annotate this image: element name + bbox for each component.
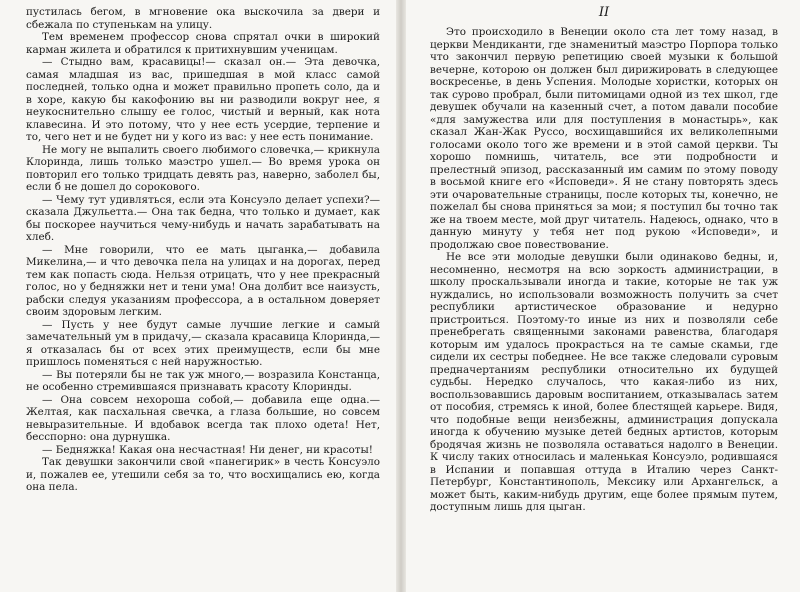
left-paragraph-5: — Чему тут удивляться, если эта Консуэло делает успехи?— сказала Джульетта.— Она так бедна, что только и думает, как бы поскорее научиться чему-нибудь и начать зарабатывать на хлеб. xyxy=(26,193,380,243)
left-paragraph-10: — Бедняжка! Какая она несчастная! Ни денег, ни красоты! xyxy=(42,443,373,456)
right-paragraph-1: Это происходило в Венеции около ста лет тому назад, в церкви Мендиканти, где знаменитый маэстро Порпора только что закончил первую репетицию своей музыки к большой вечерне, которою он должен был дирижировать в следующее воскресенье, в день Успения. Молодые хористки, которых он так сурово пробрал, были питомицами одной из тех школ, где девушек обучали на казенный счет, а потом давали пособие «для замужества или для поступления в монастырь», как сказал Жан-Жак Руссо, восхищавшийся их великолепными голосами около того же времени и в этой самой церкви. Ты хорошо помнишь, читатель, все эти подробности и прелестный эпизод, рассказанный им самим по этому поводу в восьмой книге его «Исповеди». Я не стану повторять здесь эти очаровательные страницы, после которых ты, конечно, не пожелал бы снова приняться за мои; я поступил бы точно так же на твоем месте, мой друг читатель. Надеюсь, однако, что в данную минуту у тебя нет под рукою «Исповеди», и продолжаю свое повествование. xyxy=(430,26,778,251)
left-paragraph-8: — Вы потеряли бы не так уж много,— возразила Констанца, не особенно стремившаяся признавать красоту Клоринды. xyxy=(26,368,380,393)
left-paragraph-3: — Стыдно вам, красавицы!— сказал он.— Эта девочка, самая младшая из вас, пришедшая в мой класс самой последней, только одна и может правильно пропеть соло, да и в хоре, какую бы какофонию вы ни разводили вокруг нее, я неукоснительно слышу ее голос, чистый и верный, как нота клавесина. И это потому, что у нее есть усердие, терпение и то, чего нет и не будет ни у кого из вас: у нее есть понимание. xyxy=(26,56,380,143)
left-paragraph-2: Тем временем профессор снова спрятал очки в широкий карман жилета и обратился к притихнувшим ученицам. xyxy=(26,31,380,56)
chapter-heading: II xyxy=(598,5,610,20)
right-paragraph-2: Не все эти молодые девушки были одинаково бедны, и, несомненно, несмотря на всю зоркость администрации, в школу проскальзывали иногда и такие, которые не так уж нуждались, но использовали возможность получить за счет республики артистическое образование и недурно пристроиться. Поэтому-то иные из них и позволяли себе пренебрегать священными законами равенства, благодаря которым им удалось прокрасться на те самые скамьи, где сидели их сестры победнее. Не все также следовали суровым предначертаниям республики относительно их будущей судьбы. Нередко случалось, что какая-либо из них, воспользовавшись даровым воспитанием, отказывалась затем от пособия, стремясь к иной, более блестящей карьере. Видя, что подобные вещи неизбежны, администрация допускала иногда к обучению музыке детей бедных артистов, которым бродячая жизнь не позволяла оставаться надолго в Венеции. К числу таких относилась и маленькая Консуэло, родившаяся в Испании и попавшая оттуда в Италию через Санкт-Петербург, Константинополь, Мексику или Архангельск, а может быть, каким-нибудь другим, еще более прямым путем, доступным лишь для цыган. xyxy=(430,251,778,513)
left-paragraph-11: Так девушки закончили свой «панегирик» в честь Консуэло и, пожалев ее, утешили себя за то, что восхищались ею, когда она пела. xyxy=(26,456,380,493)
right-page xyxy=(400,0,800,592)
left-paragraph-7: — Пусть у нее будут самые лучшие легкие и самый замечательный ум в придачу,— сказала красавица Клоринда,— я отказалась бы от всех этих преимуществ, если бы мне пришлось поменяться с ней наружностью. xyxy=(26,318,380,368)
left-paragraph-1: пустилась бегом, в мгновение ока выскочила за двери и сбежала по ступенькам на улицу. xyxy=(26,6,380,31)
left-paragraph-4: Не могу не выпалить своего любимого словечка,— крикнула Клоринда, лишь только маэстро ушел.— Во время урока он повторил его только тридцать девять раз, наверно, заболел бы, если б не дошел до сорокового. xyxy=(26,143,380,193)
left-paragraph-6: — Мне говорили, что ее мать цыганка,— добавила Микелина,— и что девочка пела на улицах и на дорогах, перед тем как попасть сюда. Нельзя отрицать, что у нее прекрасный голос, но у бедняжки нет и тени ума! Она долбит все наизусть, рабски следуя указаниям профессора, а в остальном доверяет своим здоровым легким. xyxy=(26,243,380,318)
left-paragraph-9: — Она совсем нехороша собой,— добавила еще одна.— Желтая, как пасхальная свечка, а глаза большие, но совсем невыразительные. И вдобавок всегда так плохо одета! Нет, бесспорно: она дурнушка. xyxy=(26,393,380,443)
